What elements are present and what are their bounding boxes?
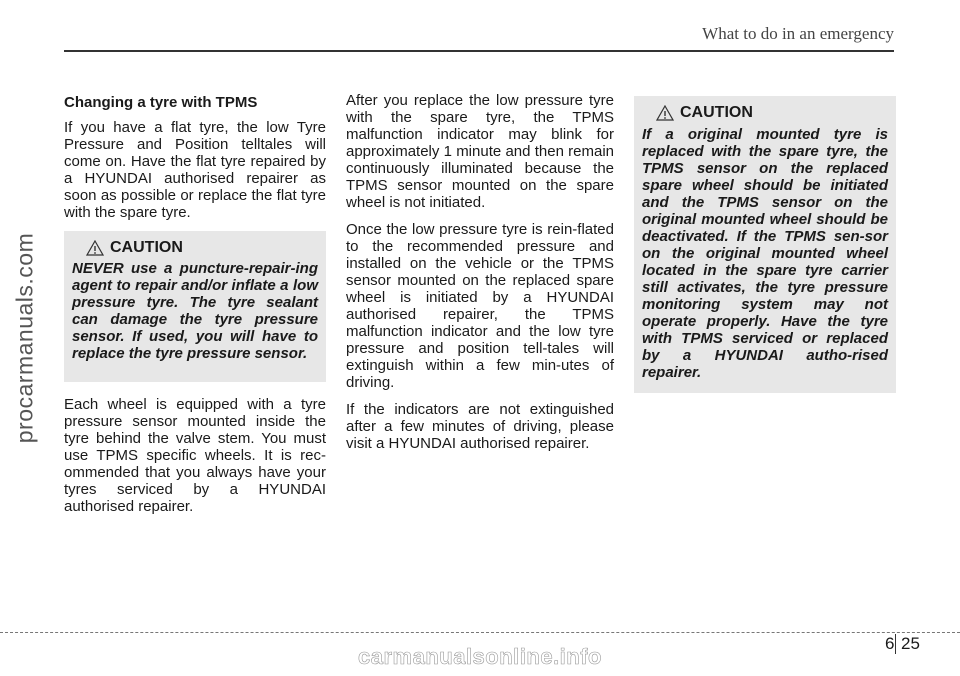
side-watermark-text: procarmanuals.com (11, 232, 38, 444)
paragraph-replace: After you replace the low pressure tyre with the spare tyre, the TPMS malfunction indicator may blink for approximately 1 minute and then remain continuously illuminated because the TPMS sensor mounted on the spare wheel is not initiated. (346, 92, 614, 211)
caution-title: CAUTION (680, 104, 753, 121)
column-left (64, 92, 326, 525)
header-divider (64, 50, 894, 52)
warning-triangle-icon (86, 240, 104, 256)
page-number: 25 (901, 634, 920, 653)
paragraph-flat-tyre: If you have a flat tyre, the low Tyre Pressure and Position telltales will come on. Have the flat tyre repaired by a HYUNDAI authorised repairer as soon as possible or replace the flat tyre with the spare tyre. (64, 119, 326, 221)
caution-box-left (64, 231, 326, 382)
bottom-watermark: carmanualsonline.info (358, 644, 602, 669)
section-heading: Changing a tyre with TPMS (64, 94, 258, 111)
paragraph-reinflate: Once the low pressure tyre is rein-flated to the recommended pressure and installed on the vehicle or the TPMS sensor mounted on the replaced spare wheel is initiated by a HYUNDAI authorised repairer, the TPMS malfunction indicator and the low tyre pressure and position tell-tales will extinguish within a few min-utes of driving. (346, 221, 614, 391)
column-middle (346, 92, 614, 462)
caution-header (642, 104, 888, 122)
paragraph-visit-repairer: If the indicators are not extinguished after a few minutes of driving, please visit a HYUNDAI authorised repairer. (346, 401, 614, 452)
caution-box-right (634, 96, 896, 393)
caution-title: CAUTION (110, 239, 183, 256)
section-number: 6 (885, 634, 895, 653)
footer-divider (0, 632, 960, 633)
chapter-title: What to do in an emergency (702, 24, 894, 43)
paragraph-sensor: Each wheel is equipped with a tyre pressure sensor mounted inside the tyre behind the valve stem. You must use TPMS specific wheels. It is rec-ommended that you always have your tyres serviced by a HYUNDAI authorised repairer. (64, 396, 326, 515)
caution-header (72, 239, 318, 256)
warning-triangle-icon (656, 105, 674, 121)
side-watermark (0, 0, 50, 676)
caution-text: If a original mounted tyre is replaced with the spare tyre, the TPMS sensor on the replaced spare wheel should be initiated and the TPMS sensor on the original mounted wheel should be deactivated. If the TPMS sen-sor on the original mounted wheel located in the spare tyre carrier still activates, the tyre pressure monitoring system may not operate properly. Have the tyre with TPMS serviced or replaced by a HYUNDAI autho-rised repairer. (642, 126, 888, 381)
caution-text: NEVER use a puncture-repair-ing agent to repair and/or inflate a low pressure tyre. The tyre sealant can damage the tyre pressure sensor. If used, you will have to replace the tyre pressure sensor. (72, 260, 318, 362)
